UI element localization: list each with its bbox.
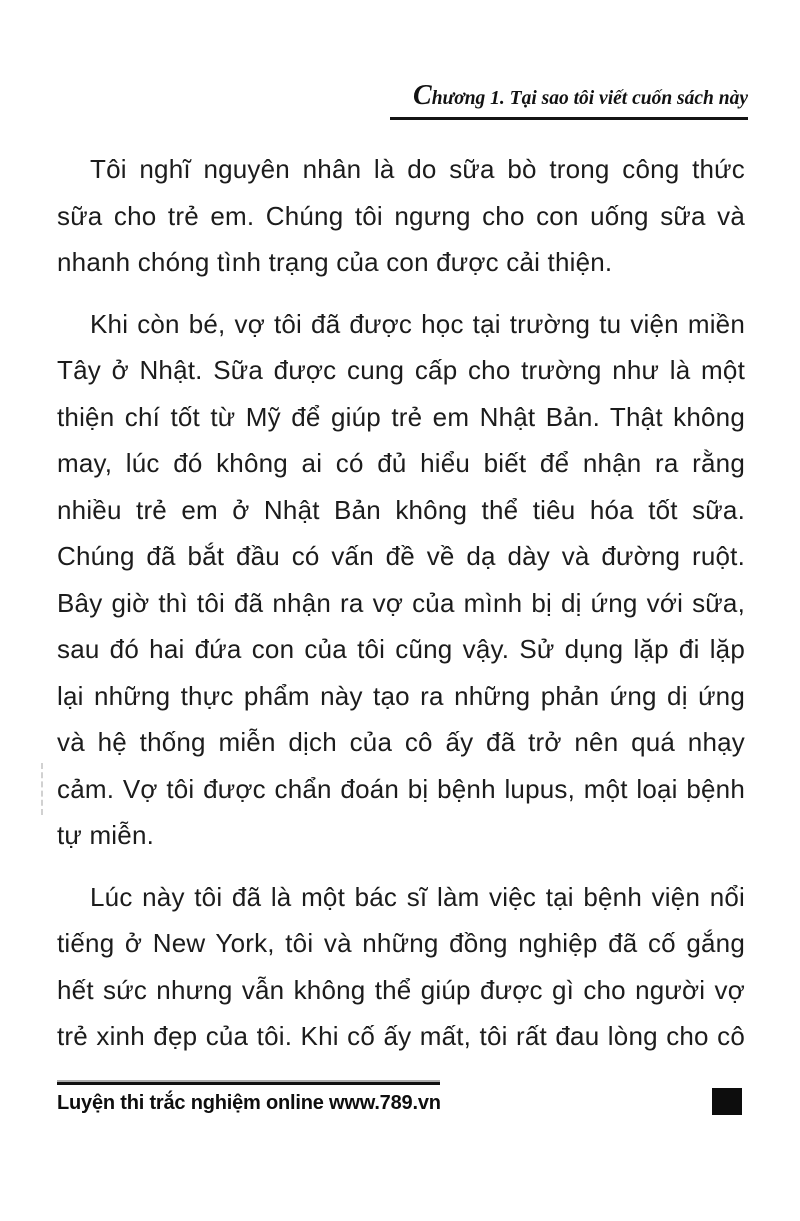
chapter-title: Chương 1. Tại sao tôi viết cuốn sách này xyxy=(413,80,748,111)
footer-text: Luyện thi trắc nghiệm online www.789.vn xyxy=(57,1092,441,1114)
scan-artifact-mark xyxy=(41,763,43,815)
text-line: may, lúc đó không ai có đủ hiểu biết để nhận ra rằng xyxy=(57,448,745,478)
paragraph xyxy=(57,301,745,859)
paragraph xyxy=(57,146,745,286)
page-body xyxy=(57,146,745,1075)
text-line: tiếng ở New York, tôi và những đồng nghiệp đã cố gắng xyxy=(57,928,745,958)
chapter-header xyxy=(390,80,748,120)
text-line: Chúng đã bắt đầu có vấn đề về dạ dày và đường ruột. xyxy=(57,541,745,571)
text-line: nhiều trẻ em ở Nhật Bản không thể tiêu hóa tốt sữa. xyxy=(57,494,745,525)
text-line: và hệ thống miễn dịch của cô ấy đã trở nên quá nhạy xyxy=(57,727,745,757)
text-line: tự miễn. xyxy=(57,820,155,850)
text-line: hết sức nhưng vẫn không thể giúp được gì cho người vợ xyxy=(57,974,745,1005)
text-line: Tây ở Nhật. Sữa được cung cấp cho trường như là một xyxy=(57,355,745,385)
footer-rule xyxy=(57,1082,440,1085)
text-line: Khi còn bé, vợ tôi đã được học tại trường tu viện miền xyxy=(90,308,745,339)
text-line: sữa cho trẻ em. Chúng tôi ngưng cho con uống sữa và xyxy=(57,200,745,231)
text-line: sau đó hai đứa con của tôi cũng vậy. Sử dụng lặp đi lặp xyxy=(57,634,745,664)
text-line: Tôi nghĩ nguyên nhân là do sữa bò trong công thức xyxy=(90,154,745,184)
text-line: Bây giờ thì tôi đã nhận ra vợ của mình bị dị ứng với sữa, xyxy=(57,587,745,618)
text-line: lại những thực phẩm này tạo ra những phản ứng dị ứng xyxy=(57,680,745,711)
text-line: thiện chí tốt từ Mỹ để giúp trẻ em Nhật Bản. Thật không xyxy=(57,401,745,432)
text-line: Lúc này tôi đã là một bác sĩ làm việc tại bệnh viện nổi xyxy=(90,881,745,912)
text-line: trẻ xinh đẹp của tôi. Khi cố ấy mất, tôi rất đau lòng cho cô xyxy=(57,1021,745,1051)
text-line: cảm. Vợ tôi được chẩn đoán bị bệnh lupus, một loại bệnh xyxy=(57,773,745,804)
page-corner-marker xyxy=(712,1088,742,1115)
paragraph xyxy=(57,874,745,1060)
text-line: nhanh chóng tình trạng của con được cải thiện. xyxy=(57,247,613,277)
